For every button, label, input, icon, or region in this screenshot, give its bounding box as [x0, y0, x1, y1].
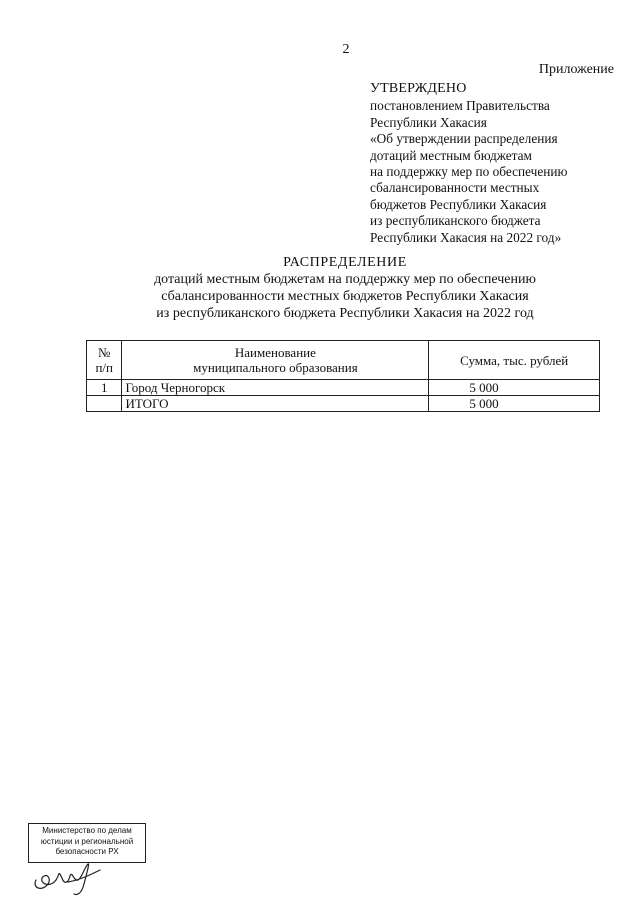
- document-subtitle-line: из республиканского бюджета Республики Хакасия на 2022 год: [156, 306, 534, 321]
- handwritten-signature: [28, 858, 118, 898]
- approval-line: дотаций местным бюджетам: [370, 147, 532, 163]
- header-number-line: п/п: [95, 360, 113, 375]
- page-number: 2: [342, 42, 350, 57]
- header-sum: Сумма, тыс. рублей: [429, 341, 600, 380]
- header-number-line: №: [98, 345, 111, 360]
- row-number: 1: [87, 380, 122, 396]
- document-title-block: [90, 254, 600, 322]
- approval-line: на поддержку мер по обеспечению: [370, 164, 568, 180]
- approval-block: [370, 81, 567, 246]
- table-total-row: [87, 396, 600, 412]
- ministry-stamp: [28, 823, 146, 863]
- row-name: Город Черногорск: [122, 380, 429, 396]
- document-title: РАСПРЕДЕЛЕНИЕ: [283, 255, 407, 270]
- header-number: [87, 341, 122, 380]
- header-name-line: Наименование: [234, 345, 316, 360]
- document-subtitle-line: дотаций местным бюджетам на поддержку мер по обеспечению: [154, 272, 536, 287]
- approval-line: Республики Хакасия на 2022 год»: [370, 229, 562, 245]
- table-header-row: [87, 341, 600, 380]
- approval-line: Республики Хакасия: [370, 114, 487, 130]
- distribution-table: [86, 340, 600, 412]
- approval-line: постановлением Правительства: [370, 98, 550, 114]
- stamp-line: юстиции и региональной: [40, 836, 134, 846]
- stamp-line: Министерство по делам: [42, 826, 132, 835]
- row-sum: 5 000: [429, 380, 600, 396]
- approval-heading: УТВЕРЖДЕНО: [370, 81, 467, 96]
- appendix-label: Приложение: [538, 62, 614, 77]
- approval-line: сбалансированности местных: [370, 180, 540, 196]
- total-number: [87, 396, 122, 412]
- document-subtitle-line: сбалансированности местных бюджетов Республики Хакасия: [161, 289, 529, 304]
- approval-line: из республиканского бюджета: [370, 213, 541, 229]
- approval-line: бюджетов Республики Хакасия: [370, 196, 547, 212]
- total-label: ИТОГО: [122, 396, 429, 412]
- stamp-line: безопасности РХ: [55, 847, 119, 856]
- table-row: [87, 380, 600, 396]
- total-sum: 5 000: [429, 396, 600, 412]
- header-name: [122, 341, 429, 380]
- approval-line: «Об утверждении распределения: [370, 131, 558, 147]
- header-name-line: муниципального образования: [193, 360, 358, 375]
